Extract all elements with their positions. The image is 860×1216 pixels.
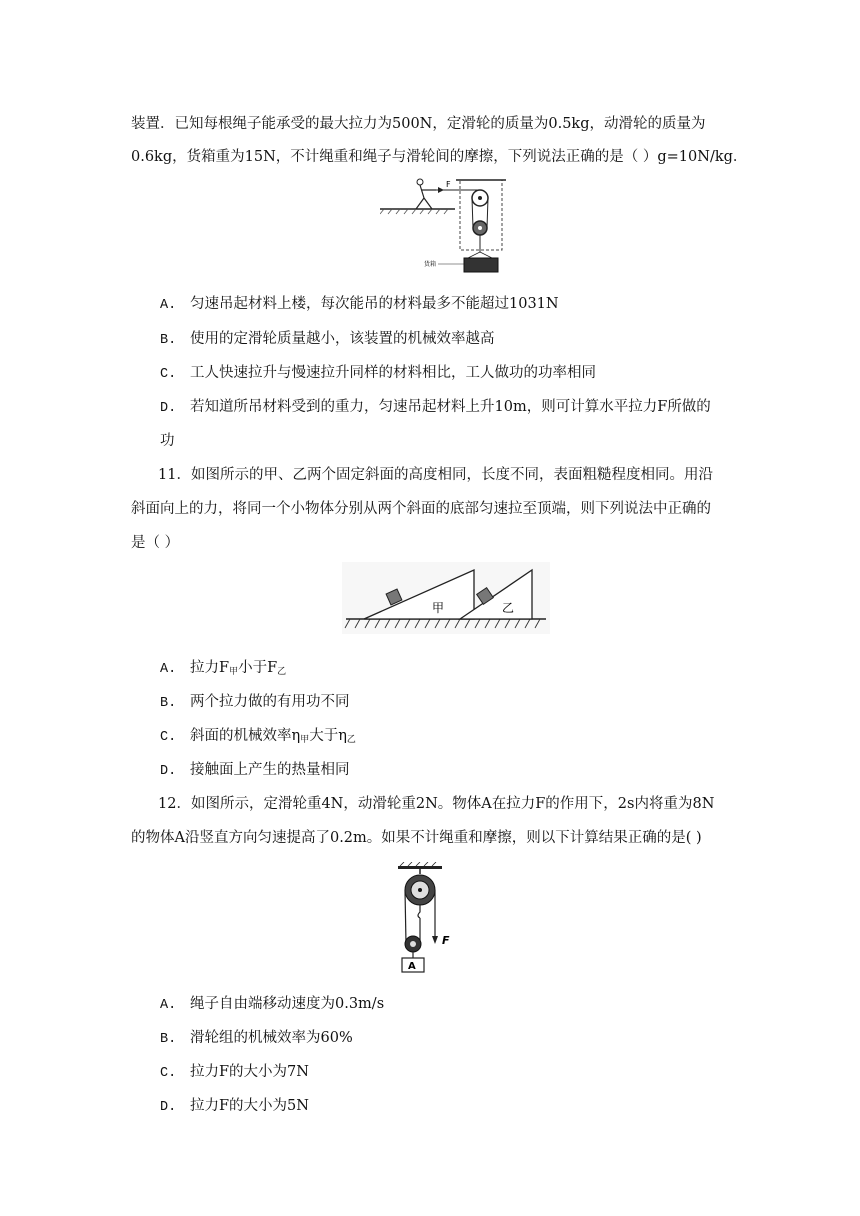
q11-stem-line1: 11．如图所示的甲、乙两个固定斜面的高度相同，长度不同，表面粗糙程度相同。用沿 — [158, 467, 713, 483]
option-text: 滑轮组的机械效率为60% — [190, 1030, 353, 1046]
option-subscript: 乙 — [346, 735, 356, 745]
q10-force-label: F — [446, 180, 451, 189]
option-letter: B. — [160, 1032, 177, 1047]
option-text-pre: 斜面的机械效率η — [190, 728, 301, 744]
q12-option-b — [160, 1026, 353, 1047]
q11-incline-figure — [342, 562, 550, 634]
option-text: 接触面上产生的热量相同 — [190, 762, 350, 778]
q11-stem-line3: 是（ ） — [131, 535, 180, 551]
option-text-pre: 拉力F — [190, 660, 230, 676]
option-text: 使用的定滑轮质量越小，该装置的机械效率越高 — [190, 331, 495, 347]
q10-option-d-continuation: 功 — [160, 433, 175, 449]
option-letter: D. — [160, 401, 177, 416]
q11-option-b — [160, 690, 350, 711]
option-letter: C. — [160, 367, 177, 382]
option-letter: C. — [160, 1066, 177, 1081]
option-letter: D. — [160, 764, 177, 779]
q12-block-label: A — [408, 961, 416, 972]
q10-option-b — [160, 327, 495, 348]
q11-label-jia: 甲 — [432, 601, 445, 615]
q10-crate-label: 货箱 — [424, 261, 437, 268]
option-subscript: 甲 — [300, 735, 310, 745]
q11-option-d — [160, 758, 350, 779]
q10-pulley-figure — [380, 176, 520, 276]
option-letter: A. — [160, 298, 177, 313]
option-text: 工人快速拉升与慢速拉升同样的材料相比，工人做功的功率相同 — [190, 365, 596, 381]
q10-option-a — [160, 292, 559, 313]
option-text-mid: 大于η — [309, 728, 347, 744]
option-letter: A. — [160, 998, 177, 1013]
q12-option-a — [160, 992, 384, 1013]
option-letter: B. — [160, 696, 177, 711]
option-text: 拉力F的大小为7N — [190, 1064, 309, 1080]
option-letter: A. — [160, 662, 177, 677]
q10-option-d — [160, 395, 711, 416]
option-text: 拉力F的大小为5N — [190, 1098, 309, 1114]
option-subscript: 甲 — [229, 667, 239, 677]
option-text: 绳子自由端移动速度为0.3m/s — [190, 996, 385, 1012]
option-text: 若知道所吊材料受到的重力，匀速吊起材料上升10m，则可计算水平拉力F所做的 — [190, 399, 711, 415]
q12-force-label: F — [442, 934, 450, 947]
q12-stem-line2: 的物体A沿竖直方向匀速提高了0.2m。如果不计绳重和摩擦，则以下计算结果正确的是( ) — [131, 830, 702, 846]
q10-option-c — [160, 361, 596, 382]
q11-option-a — [160, 656, 286, 677]
q10-stem-line2: 0.6kg，货箱重为15N，不计绳重和绳子与滑轮间的摩擦，下列说法正确的是（ ）g=10N/kg． — [131, 149, 748, 165]
q12-stem-line1: 12．如图所示，定滑轮重4N，动滑轮重2N。物体A在拉力F的作用下，2s内将重为8N — [158, 796, 715, 812]
option-text: 两个拉力做的有用功不同 — [190, 694, 350, 710]
option-text: 匀速吊起材料上楼，每次能吊的材料最多不能超过1031N — [190, 296, 559, 312]
q11-label-yi: 乙 — [502, 601, 515, 615]
q12-option-c — [160, 1060, 309, 1081]
q11-option-c — [160, 724, 356, 745]
option-subscript: 乙 — [277, 667, 287, 677]
option-letter: B. — [160, 333, 177, 348]
option-letter: D. — [160, 1100, 177, 1115]
option-text-mid: 小于F — [238, 660, 278, 676]
q11-stem-line2: 斜面向上的力，将同一个小物体分别从两个斜面的底部匀速拉至顶端，则下列说法中正确的 — [131, 501, 711, 517]
q12-pulley-figure — [392, 862, 464, 974]
q12-option-d — [160, 1094, 309, 1115]
option-letter: C. — [160, 730, 177, 745]
q10-stem-line1: 装置．已知每根绳子能承受的最大拉力为500N，定滑轮的质量为0.5kg，动滑轮的质量为 — [131, 116, 706, 132]
